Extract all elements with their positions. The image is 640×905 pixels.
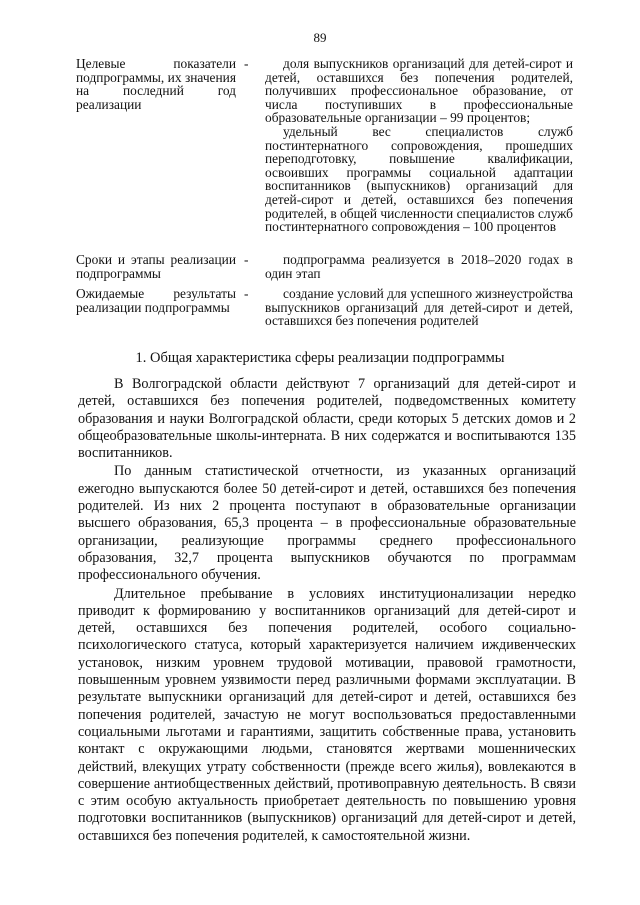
passport-value-paragraph: создание условий для успешного жизнеустройства выпускников организаций для детей-сирот и детей, оставшихся без попечения родителей [265, 286, 573, 329]
page-number: 89 [313, 30, 327, 45]
passport-value-paragraph: подпрограмма реализуется в 2018–2020 годах в один этап [265, 252, 573, 281]
section-heading: 1. Общая характеристика сферы реализации подпрограммы [135, 350, 505, 366]
passport-value-paragraph: удельный вес специалистов служб постинтернатного сопровождения, прошедших переподготовку, повышение квалификации, освоивших программы социальной адаптации воспитанников (выпускников) организаций для детей-сирот и детей, оставшихся без попечения родителей, в общей численности специалистов служб постинтернатного сопровождения – 100 процентов [265, 123, 573, 235]
passport-value [265, 253, 573, 280]
passport-dash: - [244, 286, 249, 301]
passport-row-expected-results [76, 287, 576, 343]
passport-value [265, 57, 573, 234]
passport-dash: - [244, 252, 249, 267]
passport-dash: - [244, 56, 249, 71]
body-paragraph: По данным статистической отчетности, из указанных организаций ежегодно выпускаются более 50 детей-сирот и детей, оставшихся без попечения родителей. Из них 2 процента поступают в образовательные организации высшего образования, 65,3 процента – в профессиональные образовательные организации, реализующие программы среднего профессионального образования, 32,7 процента выпускников обучаются по программам профессионального обучения. [78, 463, 576, 584]
passport-label: Ожидаемые результаты реализации подпрограммы [76, 286, 236, 315]
passport-value [265, 287, 573, 328]
passport-row-target-indicators [76, 57, 576, 247]
body-paragraph: В Волгоградской области действуют 7 организаций для детей-сирот и детей, оставшихся без попечения родителей, подведомственных комитету образования и науки Волгоградской области, среди которых 5 детских домов и 2 общеобразовательные школы-интерната. В них содержатся и воспитываются 135 воспитанников. [78, 376, 576, 462]
section-body [78, 376, 576, 846]
passport-label: Сроки и этапы реализации подпрограммы [76, 252, 236, 281]
passport-row-timing [76, 253, 576, 283]
passport-label: Целевые показатели подпрограммы, их значения на последний год реализации [76, 56, 236, 112]
body-paragraph: Длительное пребывание в условиях институционализации нередко приводит к формированию у воспитанников организаций для детей-сирот и детей, оставшихся без попечения родителей, особого социально-психологического статуса, который характеризуется наличием иждивенческих установок, низким уровнем трудовой мотивации, правовой грамотности, повышенным уровнем уязвимости перед различными формами эксплуатации. В результате выпускники организаций для детей-сирот и детей, оставшихся без попечения родителей, зачастую не могут воспользоваться предоставленными социальными льготами и гарантиями, защитить собственные права, установить контакт с окружающими людьми, становятся жертвами мошеннических действий, влекущих утрату собственности (прежде всего жилья), вовлекаются в совершение антиобщественных действий, противоправную деятельность. В связи с этим особую актуальность приобретает деятельность по повышению уровня подготовки воспитанников (выпускников) организаций для детей-сирот и детей, оставшихся без попечения родителей, к самостоятельной жизни. [78, 585, 576, 844]
passport-value-paragraph: доля выпускников организаций для детей-сирот и детей, оставшихся без попечения родителей, получивших профессиональное образование, от числа поступивших в профессиональные образовательные организации – 99 процентов; [265, 56, 573, 126]
